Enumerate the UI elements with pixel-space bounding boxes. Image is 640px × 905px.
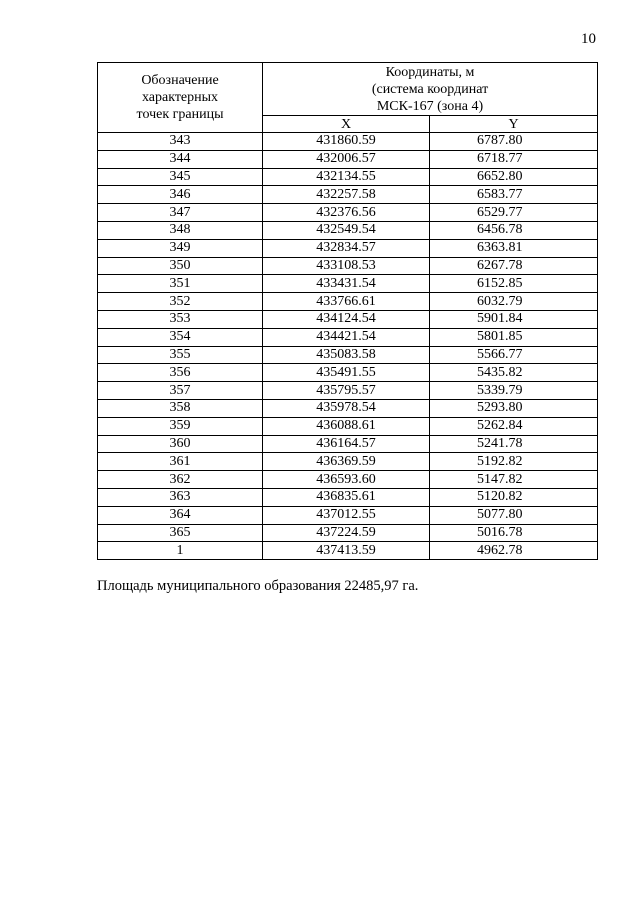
point-cell: 344 bbox=[98, 150, 263, 168]
point-cell: 346 bbox=[98, 186, 263, 204]
x-cell: 437012.55 bbox=[263, 506, 430, 524]
y-cell: 6152.85 bbox=[430, 275, 598, 293]
table-row bbox=[98, 293, 598, 311]
table-header bbox=[98, 63, 598, 133]
table-row bbox=[98, 221, 598, 239]
table-row bbox=[98, 239, 598, 257]
x-cell: 435083.58 bbox=[263, 346, 430, 364]
point-cell: 347 bbox=[98, 204, 263, 222]
point-cell: 1 bbox=[98, 542, 263, 560]
y-cell: 6787.80 bbox=[430, 133, 598, 151]
y-cell: 5435.82 bbox=[430, 364, 598, 382]
table-row bbox=[98, 346, 598, 364]
page-number: 10 bbox=[581, 31, 596, 47]
point-cell: 350 bbox=[98, 257, 263, 275]
point-cell: 365 bbox=[98, 524, 263, 542]
table-row bbox=[98, 542, 598, 560]
point-header-line-3: точек границы bbox=[136, 107, 224, 122]
x-cell: 436369.59 bbox=[263, 453, 430, 471]
y-cell: 5241.78 bbox=[430, 435, 598, 453]
y-cell: 6652.80 bbox=[430, 168, 598, 186]
point-cell: 363 bbox=[98, 488, 263, 506]
point-cell: 352 bbox=[98, 293, 263, 311]
y-cell: 6583.77 bbox=[430, 186, 598, 204]
x-cell: 436088.61 bbox=[263, 417, 430, 435]
x-cell: 431860.59 bbox=[263, 133, 430, 151]
table-row bbox=[98, 275, 598, 293]
table-row bbox=[98, 417, 598, 435]
y-cell: 5192.82 bbox=[430, 453, 598, 471]
x-cell: 434124.54 bbox=[263, 310, 430, 328]
y-cell: 4962.78 bbox=[430, 542, 598, 560]
y-cell: 5077.80 bbox=[430, 506, 598, 524]
point-cell: 356 bbox=[98, 364, 263, 382]
y-cell: 5147.82 bbox=[430, 471, 598, 489]
y-cell: 6032.79 bbox=[430, 293, 598, 311]
x-cell: 432834.57 bbox=[263, 239, 430, 257]
x-cell: 432549.54 bbox=[263, 221, 430, 239]
y-column-header: Y bbox=[430, 116, 598, 133]
y-cell: 6267.78 bbox=[430, 257, 598, 275]
point-column-header bbox=[98, 63, 263, 133]
x-cell: 435795.57 bbox=[263, 382, 430, 400]
point-cell: 355 bbox=[98, 346, 263, 364]
y-cell: 5801.85 bbox=[430, 328, 598, 346]
point-header-line-2: характерных bbox=[141, 90, 219, 105]
x-cell: 432134.55 bbox=[263, 168, 430, 186]
area-note: Площадь муниципального образования 22485,97 га. bbox=[97, 578, 419, 594]
point-cell: 354 bbox=[98, 328, 263, 346]
table-row bbox=[98, 364, 598, 382]
table-row bbox=[98, 471, 598, 489]
y-cell: 5120.82 bbox=[430, 488, 598, 506]
y-cell: 5901.84 bbox=[430, 310, 598, 328]
x-cell: 432006.57 bbox=[263, 150, 430, 168]
table-row bbox=[98, 186, 598, 204]
point-cell: 348 bbox=[98, 221, 263, 239]
point-cell: 353 bbox=[98, 310, 263, 328]
x-cell: 436835.61 bbox=[263, 488, 430, 506]
table-row bbox=[98, 257, 598, 275]
point-cell: 361 bbox=[98, 453, 263, 471]
x-cell: 434421.54 bbox=[263, 328, 430, 346]
point-header-line-1: Обозначение bbox=[141, 73, 219, 88]
x-column-header: X bbox=[263, 116, 430, 133]
table-row bbox=[98, 133, 598, 151]
coordinates-column-header bbox=[263, 63, 598, 116]
coordinates-table bbox=[97, 62, 598, 560]
coords-header-line-1: Координаты, м bbox=[385, 64, 475, 80]
x-cell: 436593.60 bbox=[263, 471, 430, 489]
y-cell: 5293.80 bbox=[430, 399, 598, 417]
y-cell: 5262.84 bbox=[430, 417, 598, 435]
point-cell: 357 bbox=[98, 382, 263, 400]
point-cell: 360 bbox=[98, 435, 263, 453]
point-cell: 349 bbox=[98, 239, 263, 257]
table-row bbox=[98, 435, 598, 453]
table-row bbox=[98, 150, 598, 168]
table-row bbox=[98, 399, 598, 417]
x-cell: 435491.55 bbox=[263, 364, 430, 382]
table-row bbox=[98, 506, 598, 524]
table-row bbox=[98, 168, 598, 186]
point-cell: 358 bbox=[98, 399, 263, 417]
y-cell: 6456.78 bbox=[430, 221, 598, 239]
point-cell: 343 bbox=[98, 133, 263, 151]
y-cell: 5566.77 bbox=[430, 346, 598, 364]
point-cell: 362 bbox=[98, 471, 263, 489]
coords-header-line-2: (система координат bbox=[371, 81, 489, 97]
x-cell: 432257.58 bbox=[263, 186, 430, 204]
x-cell: 432376.56 bbox=[263, 204, 430, 222]
table-row bbox=[98, 524, 598, 542]
x-cell: 436164.57 bbox=[263, 435, 430, 453]
x-cell: 433766.61 bbox=[263, 293, 430, 311]
x-cell: 437224.59 bbox=[263, 524, 430, 542]
table-row bbox=[98, 310, 598, 328]
y-cell: 6529.77 bbox=[430, 204, 598, 222]
point-cell: 351 bbox=[98, 275, 263, 293]
table-row bbox=[98, 488, 598, 506]
point-cell: 359 bbox=[98, 417, 263, 435]
point-cell: 364 bbox=[98, 506, 263, 524]
y-cell: 6363.81 bbox=[430, 239, 598, 257]
x-cell: 433431.54 bbox=[263, 275, 430, 293]
coords-header-line-3: МСК-167 (зона 4) bbox=[376, 98, 484, 114]
table-row bbox=[98, 328, 598, 346]
point-cell: 345 bbox=[98, 168, 263, 186]
x-cell: 433108.53 bbox=[263, 257, 430, 275]
table-row bbox=[98, 453, 598, 471]
x-cell: 437413.59 bbox=[263, 542, 430, 560]
table-row bbox=[98, 382, 598, 400]
table-body bbox=[98, 133, 598, 560]
y-cell: 5339.79 bbox=[430, 382, 598, 400]
y-cell: 6718.77 bbox=[430, 150, 598, 168]
y-cell: 5016.78 bbox=[430, 524, 598, 542]
table-row bbox=[98, 204, 598, 222]
x-cell: 435978.54 bbox=[263, 399, 430, 417]
